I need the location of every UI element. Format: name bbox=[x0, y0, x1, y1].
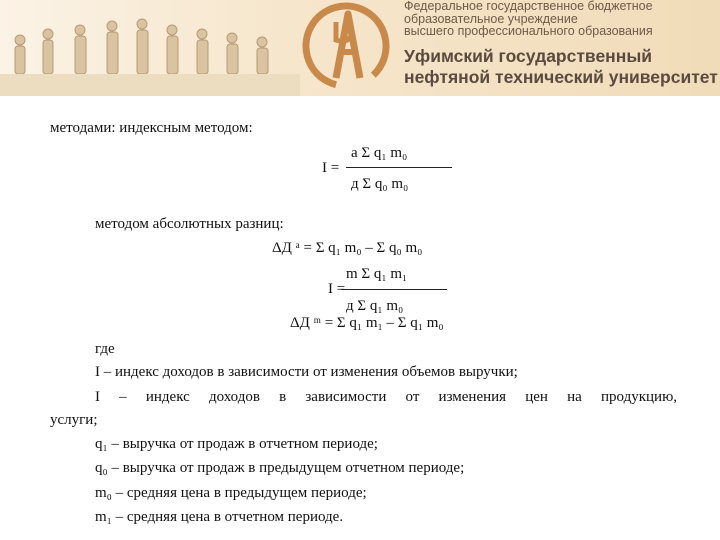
formula3-fraction-bar bbox=[341, 289, 447, 290]
organization-name bbox=[404, 0, 653, 38]
formula1-lhs: I = bbox=[322, 160, 340, 176]
formula1-denominator: д Σ q₀ m₀ bbox=[351, 176, 409, 192]
org-line: образовательное учреждение bbox=[404, 11, 578, 26]
definition-q1: q₁ – выручка от продаж в отчетном периоде; bbox=[95, 436, 378, 452]
definition-word: на bbox=[567, 389, 582, 405]
intro-text: методами: индексным методом: bbox=[50, 120, 253, 136]
university-logo bbox=[296, 0, 396, 96]
definition-word: изменения bbox=[438, 389, 507, 405]
formula1-numerator: а Σ q₁ m₀ bbox=[351, 145, 408, 161]
formula3-lhs: I = bbox=[328, 281, 346, 297]
formula3-denominator: д Σ q₁ m₀ bbox=[346, 298, 404, 314]
definition-continuation: услуги; bbox=[50, 412, 98, 428]
students-illustration bbox=[0, 0, 300, 96]
definition-word: доходов bbox=[208, 389, 260, 405]
formula2: ΔД ᵃ = Σ q₁ m₀ – Σ q₀ m₀ bbox=[272, 240, 423, 256]
definition-income-index-price bbox=[95, 389, 677, 406]
definition-word: продукцию, bbox=[601, 389, 678, 405]
definition-income-index-volume: I – индекс доходов в зависимости от изменения объемов выручки; bbox=[95, 364, 518, 380]
definition-m1: m₁ – средняя цена в отчетном периоде. bbox=[95, 509, 344, 525]
definition-word: индекс bbox=[145, 389, 190, 405]
header-banner bbox=[0, 0, 720, 96]
definition-q0: q₀ – выручка от продаж в предыдущем отчетном периоде; bbox=[95, 460, 465, 476]
definition-word: в bbox=[279, 389, 287, 405]
definition-m0: m₀ – средняя цена в предыдущем периоде; bbox=[95, 485, 367, 501]
formula4: ΔД ᵐ = Σ q₁ m₁ – Σ q₁ m₀ bbox=[290, 315, 444, 331]
formula3-numerator: m Σ q₁ m₁ bbox=[346, 266, 408, 282]
org-line: высшего профессионального образования bbox=[404, 24, 653, 38]
definition-word: от bbox=[405, 389, 420, 405]
where-label: где bbox=[95, 341, 115, 357]
university-line: нефтяной технический университет bbox=[404, 67, 718, 87]
university-line: Уфимский государственный bbox=[404, 46, 653, 66]
university-name bbox=[404, 46, 718, 88]
definition-word: – bbox=[119, 389, 127, 405]
org-line: Федеральное государственное бюджетное bbox=[404, 0, 653, 13]
definition-word: зависимости bbox=[305, 389, 387, 405]
formula1-fraction-bar bbox=[346, 167, 452, 168]
definition-word: цен bbox=[525, 389, 548, 405]
definition-word: I bbox=[95, 389, 100, 405]
absolute-method-intro: методом абсолютных разниц: bbox=[95, 216, 284, 232]
